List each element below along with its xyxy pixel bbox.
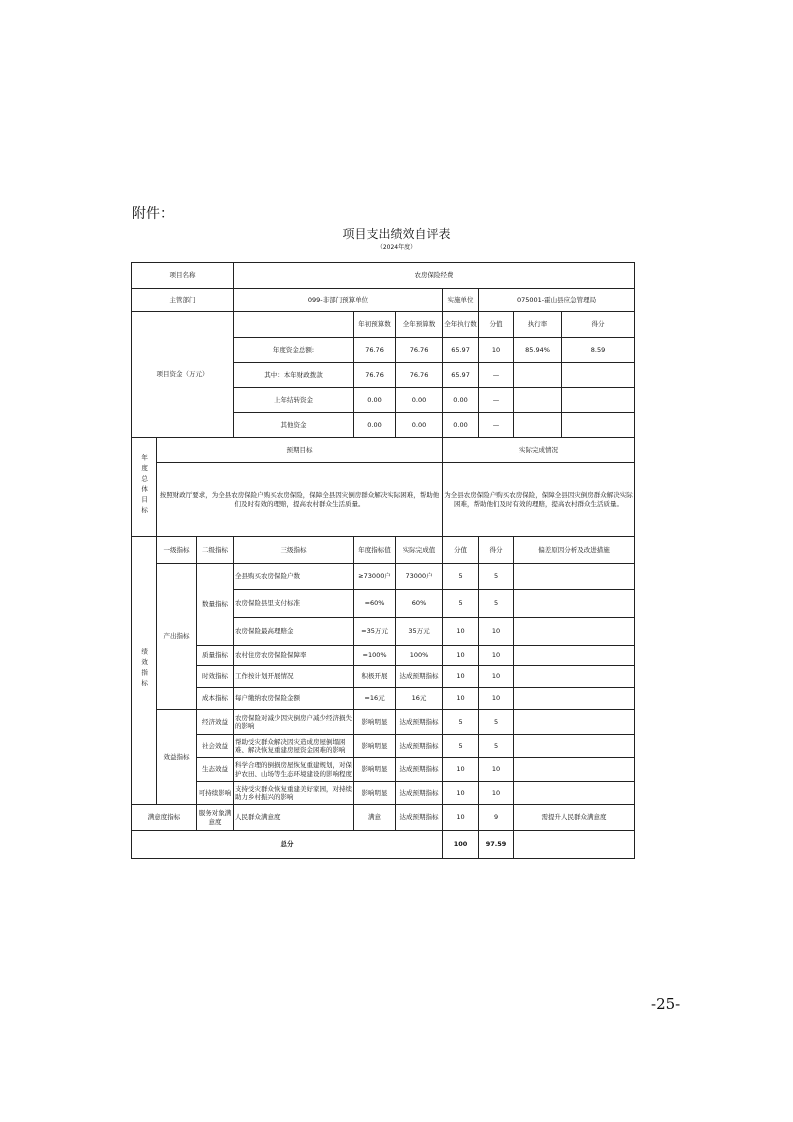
indicator-target: =35万元	[354, 618, 396, 646]
project-name-label: 项目名称	[132, 263, 234, 289]
indicator-score: 5	[479, 564, 514, 590]
form-title: 项目支出绩效自评表	[342, 227, 451, 241]
indicator-note	[514, 666, 635, 688]
performance-table	[131, 262, 635, 859]
total-score: 97.59	[479, 831, 514, 859]
goals-label-text: 年度总体目标	[140, 454, 149, 518]
funds-row-weight: —	[479, 363, 514, 388]
indicator-target: 满意	[354, 805, 396, 831]
indicator-actual: 达成预期指标	[396, 710, 443, 735]
funds-row-executed: 0.00	[443, 388, 479, 413]
indicator-name: 每户缴纳农房保险金额	[234, 688, 354, 710]
ind-header-level2: 二级指标	[197, 537, 234, 564]
indicator-score: 10	[479, 758, 514, 782]
indicator-actual: 达成预期指标	[396, 805, 443, 831]
funds-row-weight: 10	[479, 338, 514, 363]
ind-header-score: 得分	[479, 537, 514, 564]
indicator-actual: 达成预期指标	[396, 666, 443, 688]
indicator-note	[514, 590, 635, 618]
goals-label	[132, 438, 157, 537]
funds-row-weight: —	[479, 413, 514, 438]
expected-goal-header: 预期目标	[157, 438, 443, 463]
satisfaction-indicator-label: 满意度指标	[132, 805, 197, 831]
indicator-target: 影响明显	[354, 710, 396, 735]
funds-row-label: 年度资金总额:	[234, 338, 354, 363]
page-number: -25-	[651, 995, 681, 1013]
indicator-actual: 60%	[396, 590, 443, 618]
indicator-score: 10	[479, 618, 514, 646]
project-name-value: 农房保险经费	[234, 263, 635, 289]
funds-row-weight: —	[479, 388, 514, 413]
indicators-label	[132, 537, 157, 805]
funds-row-full: 0.00	[396, 413, 443, 438]
indicator-name: 农房保险最高理赔金	[234, 618, 354, 646]
form-year: （2024年度）	[376, 244, 417, 251]
ind-header-target: 年度指标值	[354, 537, 396, 564]
dept-label: 主管部门	[132, 289, 234, 312]
indicator-actual: 16元	[396, 688, 443, 710]
sustainable-indicator-label: 可持续影响	[197, 782, 234, 805]
funds-row-rate	[514, 388, 562, 413]
indicator-weight: 5	[443, 710, 479, 735]
funds-row-rate	[514, 413, 562, 438]
indicator-weight: 10	[443, 782, 479, 805]
funds-header-weight: 分值	[479, 312, 514, 338]
expected-goal-text: 按照财政厅要求，为全县农房保险户购买农房保险，保障全县因灾倒房群众解决实际困难，帮助他们及时有效的理赔，提高农村群众生活质量。	[157, 463, 443, 537]
indicator-score: 10	[479, 782, 514, 805]
funds-row-initial: 0.00	[354, 413, 396, 438]
indicator-target: =16元	[354, 688, 396, 710]
funds-header-blank	[234, 312, 354, 338]
ind-header-actual: 实际完成值	[396, 537, 443, 564]
indicator-target: 影响明显	[354, 782, 396, 805]
ind-header-weight: 分值	[443, 537, 479, 564]
indicator-name: 工作按计划开展情况	[234, 666, 354, 688]
indicator-target: 影响明显	[354, 758, 396, 782]
indicator-note	[514, 782, 635, 805]
funds-row-score: 8.59	[562, 338, 635, 363]
funds-header-executed: 全年执行数	[443, 312, 479, 338]
indicator-note	[514, 618, 635, 646]
funds-row-score	[562, 363, 635, 388]
indicator-weight: 5	[443, 564, 479, 590]
indicator-weight: 10	[443, 618, 479, 646]
ecological-indicator-label: 生态效益	[197, 758, 234, 782]
funds-row-initial: 0.00	[354, 388, 396, 413]
indicator-target: ≥73000户	[354, 564, 396, 590]
indicator-weight: 10	[443, 666, 479, 688]
quantity-indicator-label: 数量指标	[197, 564, 234, 646]
indicator-score: 9	[479, 805, 514, 831]
funds-header-score: 得分	[562, 312, 635, 338]
indicator-actual: 35万元	[396, 618, 443, 646]
funds-row-executed: 65.97	[443, 363, 479, 388]
indicator-actual: 达成预期指标	[396, 735, 443, 758]
indicator-score: 5	[479, 735, 514, 758]
indicator-note: 需提升人民群众满意度	[514, 805, 635, 831]
indicator-note	[514, 758, 635, 782]
indicator-target: 影响明显	[354, 735, 396, 758]
impl-label: 实施单位	[443, 289, 479, 312]
funds-row-initial: 76.76	[354, 338, 396, 363]
attachment-label: 附件：	[132, 206, 174, 222]
total-label: 总分	[132, 831, 443, 859]
funds-row-label: 其他资金	[234, 413, 354, 438]
indicator-note	[514, 564, 635, 590]
funds-label: 项目资金（万元）	[132, 312, 234, 438]
indicator-score: 5	[479, 710, 514, 735]
indicator-actual: 达成预期指标	[396, 758, 443, 782]
indicator-score: 10	[479, 688, 514, 710]
effect-indicator-label: 效益指标	[157, 710, 197, 805]
indicator-name: 全县购买农房保险户数	[234, 564, 354, 590]
funds-header-rate: 执行率	[514, 312, 562, 338]
funds-row-score	[562, 388, 635, 413]
indicator-note	[514, 735, 635, 758]
indicator-name: 农房保险县里支付标准	[234, 590, 354, 618]
indicator-score: 10	[479, 666, 514, 688]
actual-goal-header: 实际完成情况	[443, 438, 635, 463]
indicator-actual: 73000户	[396, 564, 443, 590]
indicator-weight: 10	[443, 688, 479, 710]
funds-row-executed: 65.97	[443, 338, 479, 363]
service-indicator-label: 服务对象满意度	[197, 805, 234, 831]
indicator-score: 10	[479, 646, 514, 666]
indicator-note	[514, 710, 635, 735]
impl-value: 075001-霍山县应急管理局	[479, 289, 635, 312]
indicator-name: 农村住房农房保险保障率	[234, 646, 354, 666]
indicator-actual: 达成预期指标	[396, 782, 443, 805]
indicators-label-text: 绩效指标	[140, 648, 149, 691]
quality-indicator-label: 质量指标	[197, 646, 234, 666]
funds-row-initial: 76.76	[354, 363, 396, 388]
funds-row-full: 76.76	[396, 338, 443, 363]
indicator-name: 帮助受灾群众解决因灾造成房屋倒塌困难、解决恢复重建房屋资金困难的影响	[234, 735, 354, 758]
actual-goal-text: 为全县农房保险户购买农房保险，保障全县因灾倒房群众解决实际困难，帮助他们及时有效的理赔，提高农村群众生活质量。	[443, 463, 635, 537]
time-indicator-label: 时效指标	[197, 666, 234, 688]
total-weight: 100	[443, 831, 479, 859]
output-indicator-label: 产出指标	[157, 564, 197, 710]
indicator-weight: 5	[443, 735, 479, 758]
indicator-score: 5	[479, 590, 514, 618]
ind-header-level3: 三级指标	[234, 537, 354, 564]
indicator-weight: 10	[443, 758, 479, 782]
funds-row-rate: 85.94%	[514, 338, 562, 363]
indicator-weight: 10	[443, 805, 479, 831]
funds-row-rate	[514, 363, 562, 388]
indicator-name: 支持受灾群众恢复重建美好家园，对持续助力乡村振兴的影响	[234, 782, 354, 805]
indicator-name: 农房保险对减少因灾倒房户减少经济损失的影响	[234, 710, 354, 735]
social-indicator-label: 社会效益	[197, 735, 234, 758]
indicator-actual: 100%	[396, 646, 443, 666]
indicator-weight: 5	[443, 590, 479, 618]
dept-value: 099-非部门预算单位	[234, 289, 443, 312]
indicator-weight: 10	[443, 646, 479, 666]
ind-header-note: 偏差原因分析及改进措施	[514, 537, 635, 564]
indicator-name: 人民群众满意度	[234, 805, 354, 831]
indicator-target: 积极开展	[354, 666, 396, 688]
funds-header-initial: 年初预算数	[354, 312, 396, 338]
cost-indicator-label: 成本指标	[197, 688, 234, 710]
funds-header-full: 全年预算数	[396, 312, 443, 338]
funds-row-label: 其中：本年财政拨款	[234, 363, 354, 388]
indicator-note	[514, 646, 635, 666]
funds-row-full: 76.76	[396, 363, 443, 388]
indicator-name: 科学合理的倒损房屋恢复重建规划，对保护农田、山场等生态环境建设的影响程度	[234, 758, 354, 782]
indicator-note	[514, 688, 635, 710]
ind-header-level1: 一级指标	[157, 537, 197, 564]
funds-row-executed: 0.00	[443, 413, 479, 438]
funds-row-score	[562, 413, 635, 438]
indicator-target: =60%	[354, 590, 396, 618]
economic-indicator-label: 经济效益	[197, 710, 234, 735]
indicator-target: =100%	[354, 646, 396, 666]
funds-row-full: 0.00	[396, 388, 443, 413]
funds-row-label: 上年结转资金	[234, 388, 354, 413]
total-note	[514, 831, 635, 859]
